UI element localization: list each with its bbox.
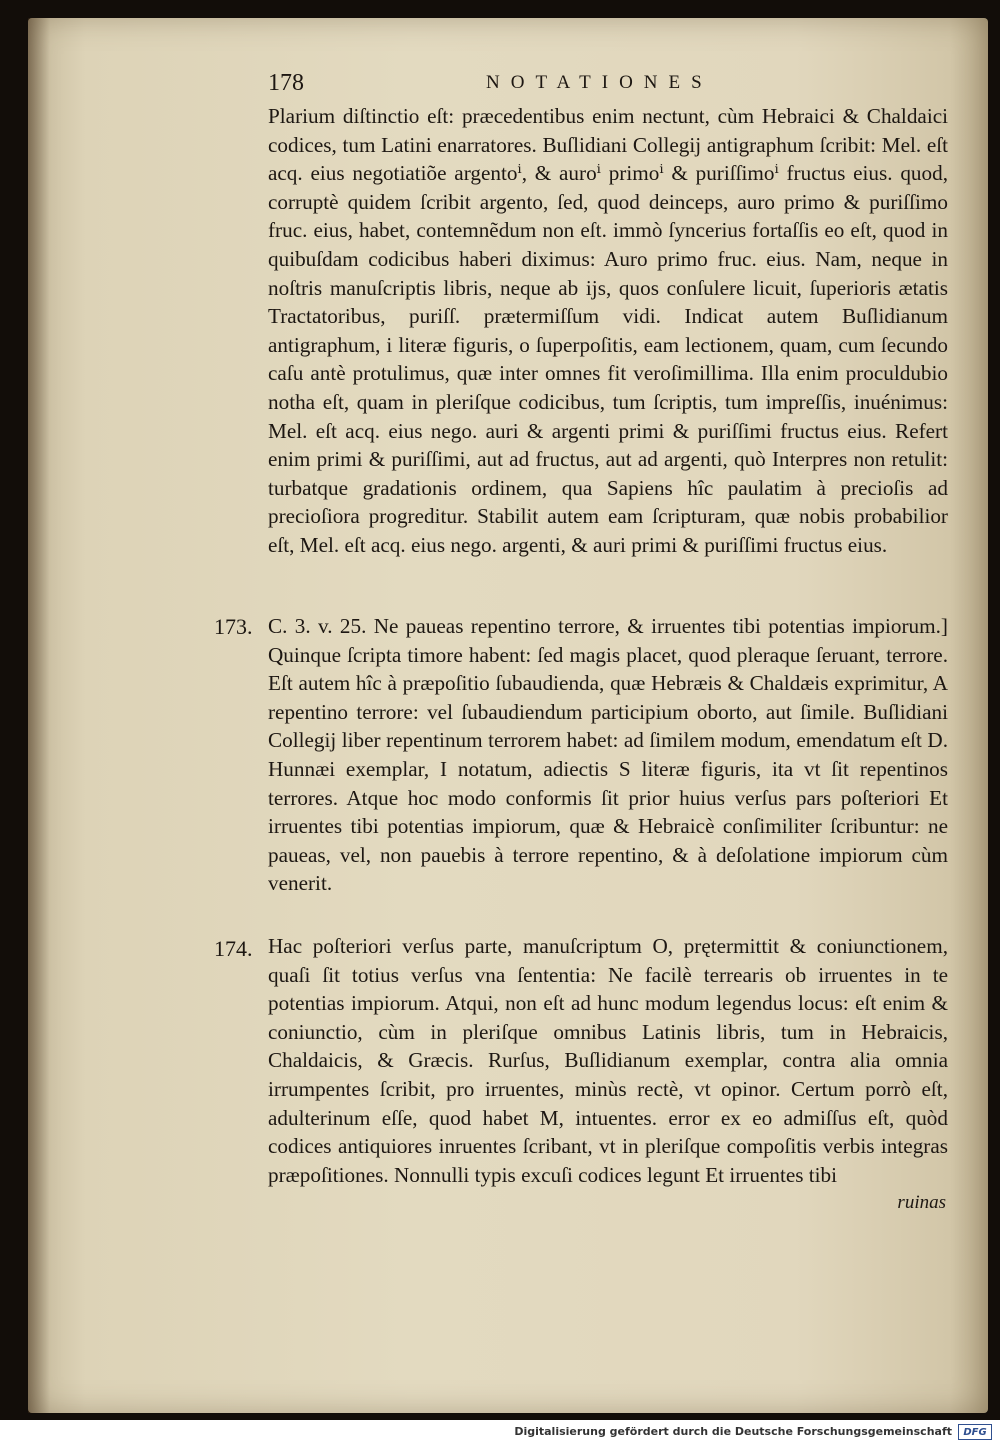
- paragraph-continued: Plarium diſtinctio eſt: præcedentibus enim nectunt, cùm Hebraici & Chaldaici codices, tum Latini enarratores. Buſlidiani Collegij antigraphum ſcribit: Mel. eſt acq. eius negotiatiõe argentoⁱ, & auroⁱ primoⁱ & puriſſimoⁱ fructus eius. quod, corruptè quidem ſcribit argento, ſed, quod deinceps, auro primo & puriſſimo fruc. eius, habet, contemnẽdum non eſt. immò ſyncerius fortaſſis eo eſt, quod in quibuſdam codicibus haberi diximus: Auro primo fruc. eius. Nam, neque in noſtris manuſcriptis libris, neque ab ijs, quos conſulere licuit, ſuperioris ætatis Tractatoribus, puriſſ. prætermiſſum vidi. Indicat autem Buſlidianum antigraphum, i literæ figuris, o ſuperpoſitis, eam lectionem, quam, cum ſecundo caſu antè protulimus, quæ inter omnes fit veroſimillima. Illa enim proculdubio notha eſt, quam in pleriſque codicibus, tum ſcriptis, tum impreſſis, inuénimus: Mel. eſt acq. eius nego. auri & argenti primi & puriſſimi fructus eius. Refert enim primi & puriſſimi, aut ad fructus, aut ad argenti, quò Interpres non retulit: turbatque gradationis ordinem, qua Sapiens hîc paulatim à precioſis ad precioſiora progreditur. Stabilit autem eam ſcripturam, quæ nobis probabilior eſt, Mel. eſt acq. eius nego. argenti, & auri primi & puriſſimi fructus eius.: [268, 104, 948, 557]
- footer-credit: Digitalisierung gefördert durch die Deutsche Forschungsgemeinschaft: [514, 1425, 952, 1438]
- note-174-text: Hac poſteriori verſus parte, manuſcriptum O, prętermittit & coniunctionem, quaſi ſit totius verſus vna ſententia: Ne facilè terrearis ob irruentes in te potentias impiorum. Atqui, non eſt ad hunc modum legendus locus: eſt enim & coniunctio, cùm in pleriſque omnibus Latinis libris, tum in Hebraicis, Chaldaicis, & Græcis. Rurſus, Buſlidianum exemplar, contra alia omnia irrumpentes ſcribit, pro irruentes, minùs rectè, vt opinor. Certum porrò eſt, adulterinum eſſe, quod habet M, intuentes. error ex eo admiſſus eſt, quòd codices antiquiores inruentes ſcribant, vt in pleriſque compoſitis verbis integras præpoſitiones. Nonnulli typis excuſi codices legunt Et irruentes tibi: [268, 934, 948, 1187]
- running-title: NOTATIONES: [486, 72, 713, 93]
- dfg-logo: DFG: [958, 1424, 992, 1440]
- digitization-footer: [0, 1420, 1000, 1445]
- catchword: ruinas: [897, 1192, 946, 1213]
- note-173-text: C. 3. v. 25. Ne paueas repentino terrore, & irruentes tibi potentias impiorum.] Quinque ſcripta timore habent: ſed magis placet, quod pleraque ſeruant, terrore. Eſt autem hîc à præpoſitio ſubaudienda, quæ Hebræis & Chaldæis exprimitur, A repentino terrore: vel ſubaudiendum participium oborto, aut ſimile. Buſlidiani Collegij liber repentinum terrorem habet: ad ſimilem modum, emendatum eſt D. Hunnæi exemplar, I notatum, adiectis S literæ figuris, ita vt ſit repentinos terrores. Atque hoc modo conformis ſit prior huius verſus pars poſteriori Et irruentes tibi potentias impiorum, quæ & Hebraicè conſimiliter ſcribuntur: ne paueas, vel, non pauebis à terrore repentino, & à deſolatione impiorum cùm venerit.: [268, 614, 948, 896]
- note-number-173: 173.: [214, 614, 253, 639]
- text-block-continued: [268, 102, 948, 560]
- running-head: [268, 70, 958, 104]
- gutter-shadow: [28, 18, 50, 1413]
- note-173: [268, 612, 948, 898]
- note-174: [268, 932, 948, 1189]
- page-number: 178: [268, 70, 304, 96]
- note-number-174: 174.: [214, 936, 253, 961]
